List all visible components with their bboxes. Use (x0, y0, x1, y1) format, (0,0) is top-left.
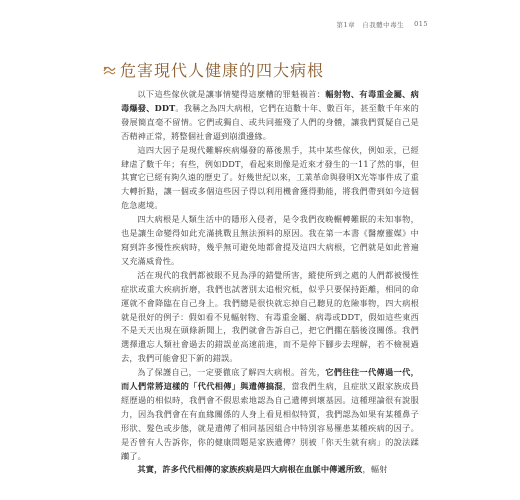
paragraph-text: 以下這些傢伙就是讓事情變得這麼糟的罪魁禍首： (137, 89, 326, 99)
paragraph (121, 463, 419, 477)
paragraph (121, 144, 419, 214)
running-header (336, 20, 428, 29)
paragraph-text: 四大病根是人類生活中的隱形入侵者，是令我們夜晚輾轉難眠的未知事物，也是讓生命變得如此充滿挑戰且無法預料的原因。我在第一本書《醫療靈媒》中寫到許多慢性疾病時，幾乎無可避免地都會提及這四大病根，它們就是如此普遍又充滿威脅性。 (121, 214, 419, 266)
paragraph-text: ，當我們生病，且症狀又跟家族成員經歷過的相似時，我們會不假思索地認為自己遺傳到壞基因。這種理論很有說服力，因為我們會在有血緣關係的人身上看見相似特質，我們認為如果有某種鼻子形狀、髮色或步態，就是遺傳了相同基因組合中特別容易罹患某種疾病的因子。是否曾有人告訴你，你的健康問題是家族遺傳？別被「你天生就有病」的說法蹂躪了。 (121, 381, 419, 461)
paragraph-text: 活在現代的我們都被眼不見為淨的錯覺所害，縱使所到之處的人們都被慢性症狀或重大疾病折磨，我們也試著別太追根究柢，似乎只要保持距離，相同的命運就不會降臨在自己身上。我們總是很快就忘掉自己聽見的危險事物，四大病根就是很好的例子：假如看不見輻射物、有毒重金屬、病毒或DDT，假如這些東西不是天天出現在頭條新聞上，我們就會告訴自己，把它們擱在腦後沒關係。我們選擇遺忘人類社會過去的錯誤並高速前進，而不是停下腳步去理解，若不檢視過去，我們可能會犯下新的錯誤。 (121, 269, 419, 364)
emphasized-text: 它們往往一代傳過一代，而人們常將這樣的「代代相傳」與遺傳搞混 (121, 367, 419, 392)
paragraph-text: 這四大因子是現代難解疾病爆發的幕後黑手，其中某些傢伙，例如汞，已經肆虐了數千年；有些，例如DDT，看起來則像是近來才發生的一11了然的事，但其實它已經有夠久遠的歷史了。好幾世紀以來，工業革命與發明X光等事件成了重大轉折點，讓一個或多個這些因子得以利用機會獲得動能，將我們帶到如今這個危急處境。 (121, 144, 419, 211)
emphasized-text: 其實，許多代代相傳的家族疾病是四大病根在血脈中傳遞所致 (137, 464, 363, 475)
paragraph (121, 213, 419, 269)
paragraph (121, 366, 419, 463)
section-title: 危害現代人健康的四大病根 (120, 61, 325, 80)
paragraph-text: 。我稱之為四大病根，它們在這數十年、數百年，甚至數千年來的發展簡直毫不留情。它們或獨自、或共同摧殘了人們的身體，讓我們質疑自己是否精神正常，將整個社會逼到崩潰邊緣。 (121, 102, 420, 141)
paragraph (121, 88, 419, 144)
page-number: 015 (414, 20, 428, 28)
body-text (121, 88, 419, 477)
paragraph-text: 為了保護自己，一定要徹底了解四大病根。首先， (137, 367, 326, 378)
ornament-icon (102, 63, 116, 77)
chapter-label: 第1章 自我體中毒生 (336, 21, 405, 29)
paragraph (121, 269, 419, 366)
section-heading (102, 58, 324, 81)
paragraph-text: ，輻射 (362, 464, 388, 475)
emphasized-text: 輻射物、有毒重金屬、病毒爆發、DDT (121, 89, 419, 113)
